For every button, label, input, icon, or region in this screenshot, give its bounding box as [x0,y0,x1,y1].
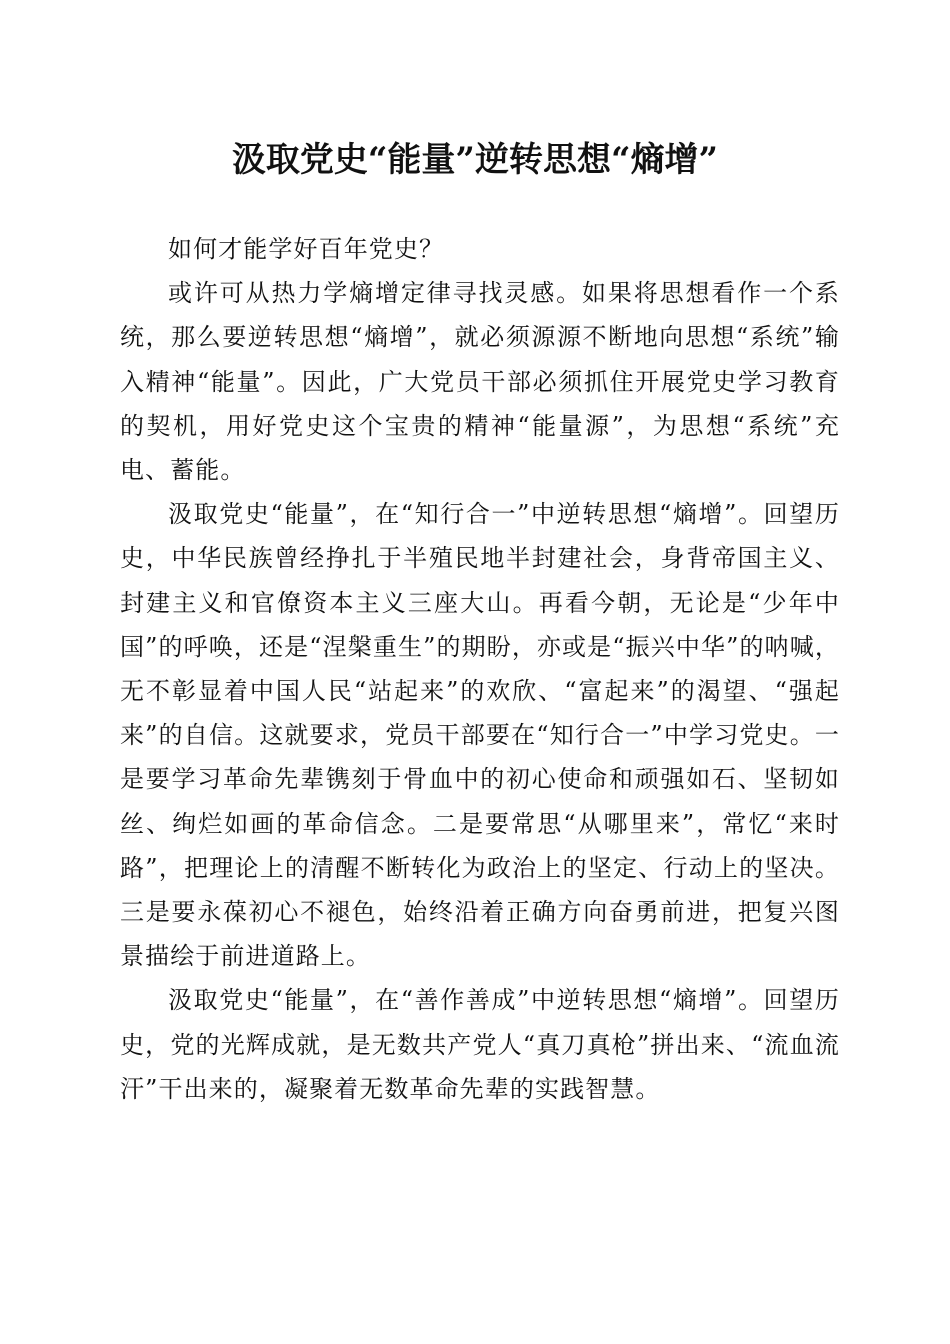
document-title: 汲取党史“能量”逆转思想“熵增” [231,140,719,180]
document-body [120,227,840,1111]
paragraph-entropy-inspiration: 或许可从热力学熵增定律寻找灵感。如果将思想看作一个系统，那么要逆转思想“熵增”，就必须源源不断地向思想“系统”输入精神“能量”。因此，广大党员干部必须抓住开展党史学习教育的契机，用好党史这个宝贵的精神“能量源”，为思想“系统”充电、蓄能。 [120,279,840,485]
paragraph-question: 如何才能学好百年党史？ [168,235,445,263]
paragraph-good-deeds: 汲取党史“能量”，在“善作善成”中逆转思想“熵增”。回望历史，党的光辉成就，是无数共产党人“真刀真枪”拼出来、“流血流汗”干出来的，凝聚着无数革命先辈的实践智慧。 [120,986,840,1103]
paragraph-knowledge-action: 汲取党史“能量”，在“知行合一”中逆转思想“熵增”。回望历史，中华民族曾经挣扎于半殖民地半封建社会，身背帝国主义、封建主义和官僚资本主义三座大山。再看今朝，无论是“少年中国”的呼唤，还是“涅槃重生”的期盼，亦或是“振兴中华”的呐喊，无不彰显着中国人民“站起来”的欢欣、“富起来”的渴望、“强起来”的自信。这就要求，党员干部要在“知行合一”中学习党史。一是要学习革命先辈镌刻于骨血中的初心使命和顽强如石、坚韧如丝、绚烂如画的革命信念。二是要常思“从哪里来”，常忆“来时路”，把理论上的清醒不断转化为政治上的坚定、行动上的坚决。三是要永葆初心不褪色，始终沿着正确方向奋勇前进，把复兴图景描绘于前进道路上。 [120,500,840,971]
